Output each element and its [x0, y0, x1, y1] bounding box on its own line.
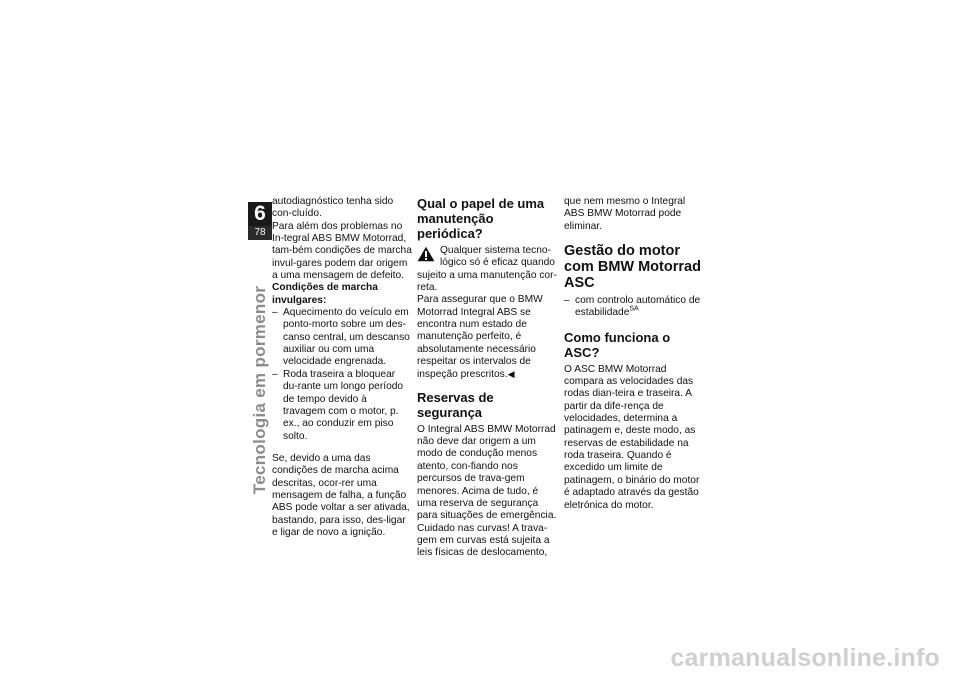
- conditions-list: [272, 307, 412, 443]
- list-item: – Aquecimento do veículo em ponto-morto sobre um des-canso central, um descanso auxiliar ou com uma velocidade engrenada.: [272, 307, 412, 369]
- section-heading: Reservas de segurança: [417, 389, 494, 420]
- column-2: [417, 196, 557, 560]
- warning-note: [417, 245, 557, 294]
- paragraph: [417, 294, 557, 381]
- page-number: 78: [248, 226, 272, 240]
- paragraph-text: Para assegurar que o BMW Motorrad Integral ABS se encontra num estado de manutenção perfeito, é absolutamente necessário respeitar os intervalos de inspeção prescritos.: [417, 294, 543, 381]
- features-list: [564, 295, 704, 320]
- chapter-number: 6: [254, 202, 266, 225]
- paragraph: que nem mesmo o Integral ABS BMW Motorrad pode eliminar.: [564, 196, 686, 232]
- section-heading: Gestão do motor com BMW Motorrad ASC: [564, 243, 701, 292]
- section-subheading: Condições de marcha invulgares:: [272, 282, 378, 306]
- section-heading: Qual o papel de uma manutenção periódica?: [417, 196, 545, 241]
- paragraph: Cuidado nas curvas! A trava-gem em curvas está sujeita a leis físicas de deslocamento,: [417, 522, 550, 559]
- special-accessory-marker: SA: [629, 305, 639, 313]
- paragraph: O Integral ABS BMW Motorrad não deve dar origem a um modo de condução menos atento, con-fiando nos percursos de trava-gem menores. Acima de tudo, é uma reserva de segurança para situações de emergência.: [417, 423, 557, 522]
- paragraph: Se, devido a uma das condições de marcha acima descritas, ocor-rer uma mensagem de falha, a função ABS pode voltar a ser ativada, bastando, para isso, des-ligar e ligar de novo a ignição.: [272, 452, 410, 538]
- list-item: – Roda traseira a bloquear du-rante um longo período de tempo devido à travagem com o motor, p. ex., ao conduzir em piso solto.: [272, 369, 412, 443]
- watermark: carmanualsonline.info: [670, 644, 940, 672]
- list-item: [564, 295, 704, 320]
- paragraph: Para além dos problemas no In-tegral ABS BMW Motorrad, tam-bém condições de marcha invul-gares podem dar origem a uma mensagem de defeito.: [272, 220, 412, 282]
- chapter-tab: [248, 202, 272, 240]
- section-heading: Como funciona o ASC?: [564, 329, 671, 360]
- warning-triangle-icon: [417, 246, 435, 262]
- list-item-text: com controlo automático de estabilidade: [575, 295, 701, 319]
- column-3: [564, 196, 704, 512]
- chapter-side-title: Tecnologia em pormenor: [250, 285, 269, 495]
- paragraph: autodiagnóstico tenha sido con-cluído.: [272, 196, 394, 220]
- warning-text: Qualquer sistema tecno-lógico só é eficaz quando sujeito a uma manutenção cor-reta.: [417, 245, 557, 294]
- paragraph: O ASC BMW Motorrad compara as velocidades das rodas dian-teira e traseira. A partir da dife-rença de velocidades, determina a patinagem e, deste modo, as reservas de estabilidade na roda traseira. Quando é excedido um limite de patinagem, o binário do motor é adaptado através da gestão eletrónica do motor.: [564, 363, 700, 511]
- column-1: [272, 196, 412, 539]
- end-of-section-icon: ◀: [507, 369, 515, 380]
